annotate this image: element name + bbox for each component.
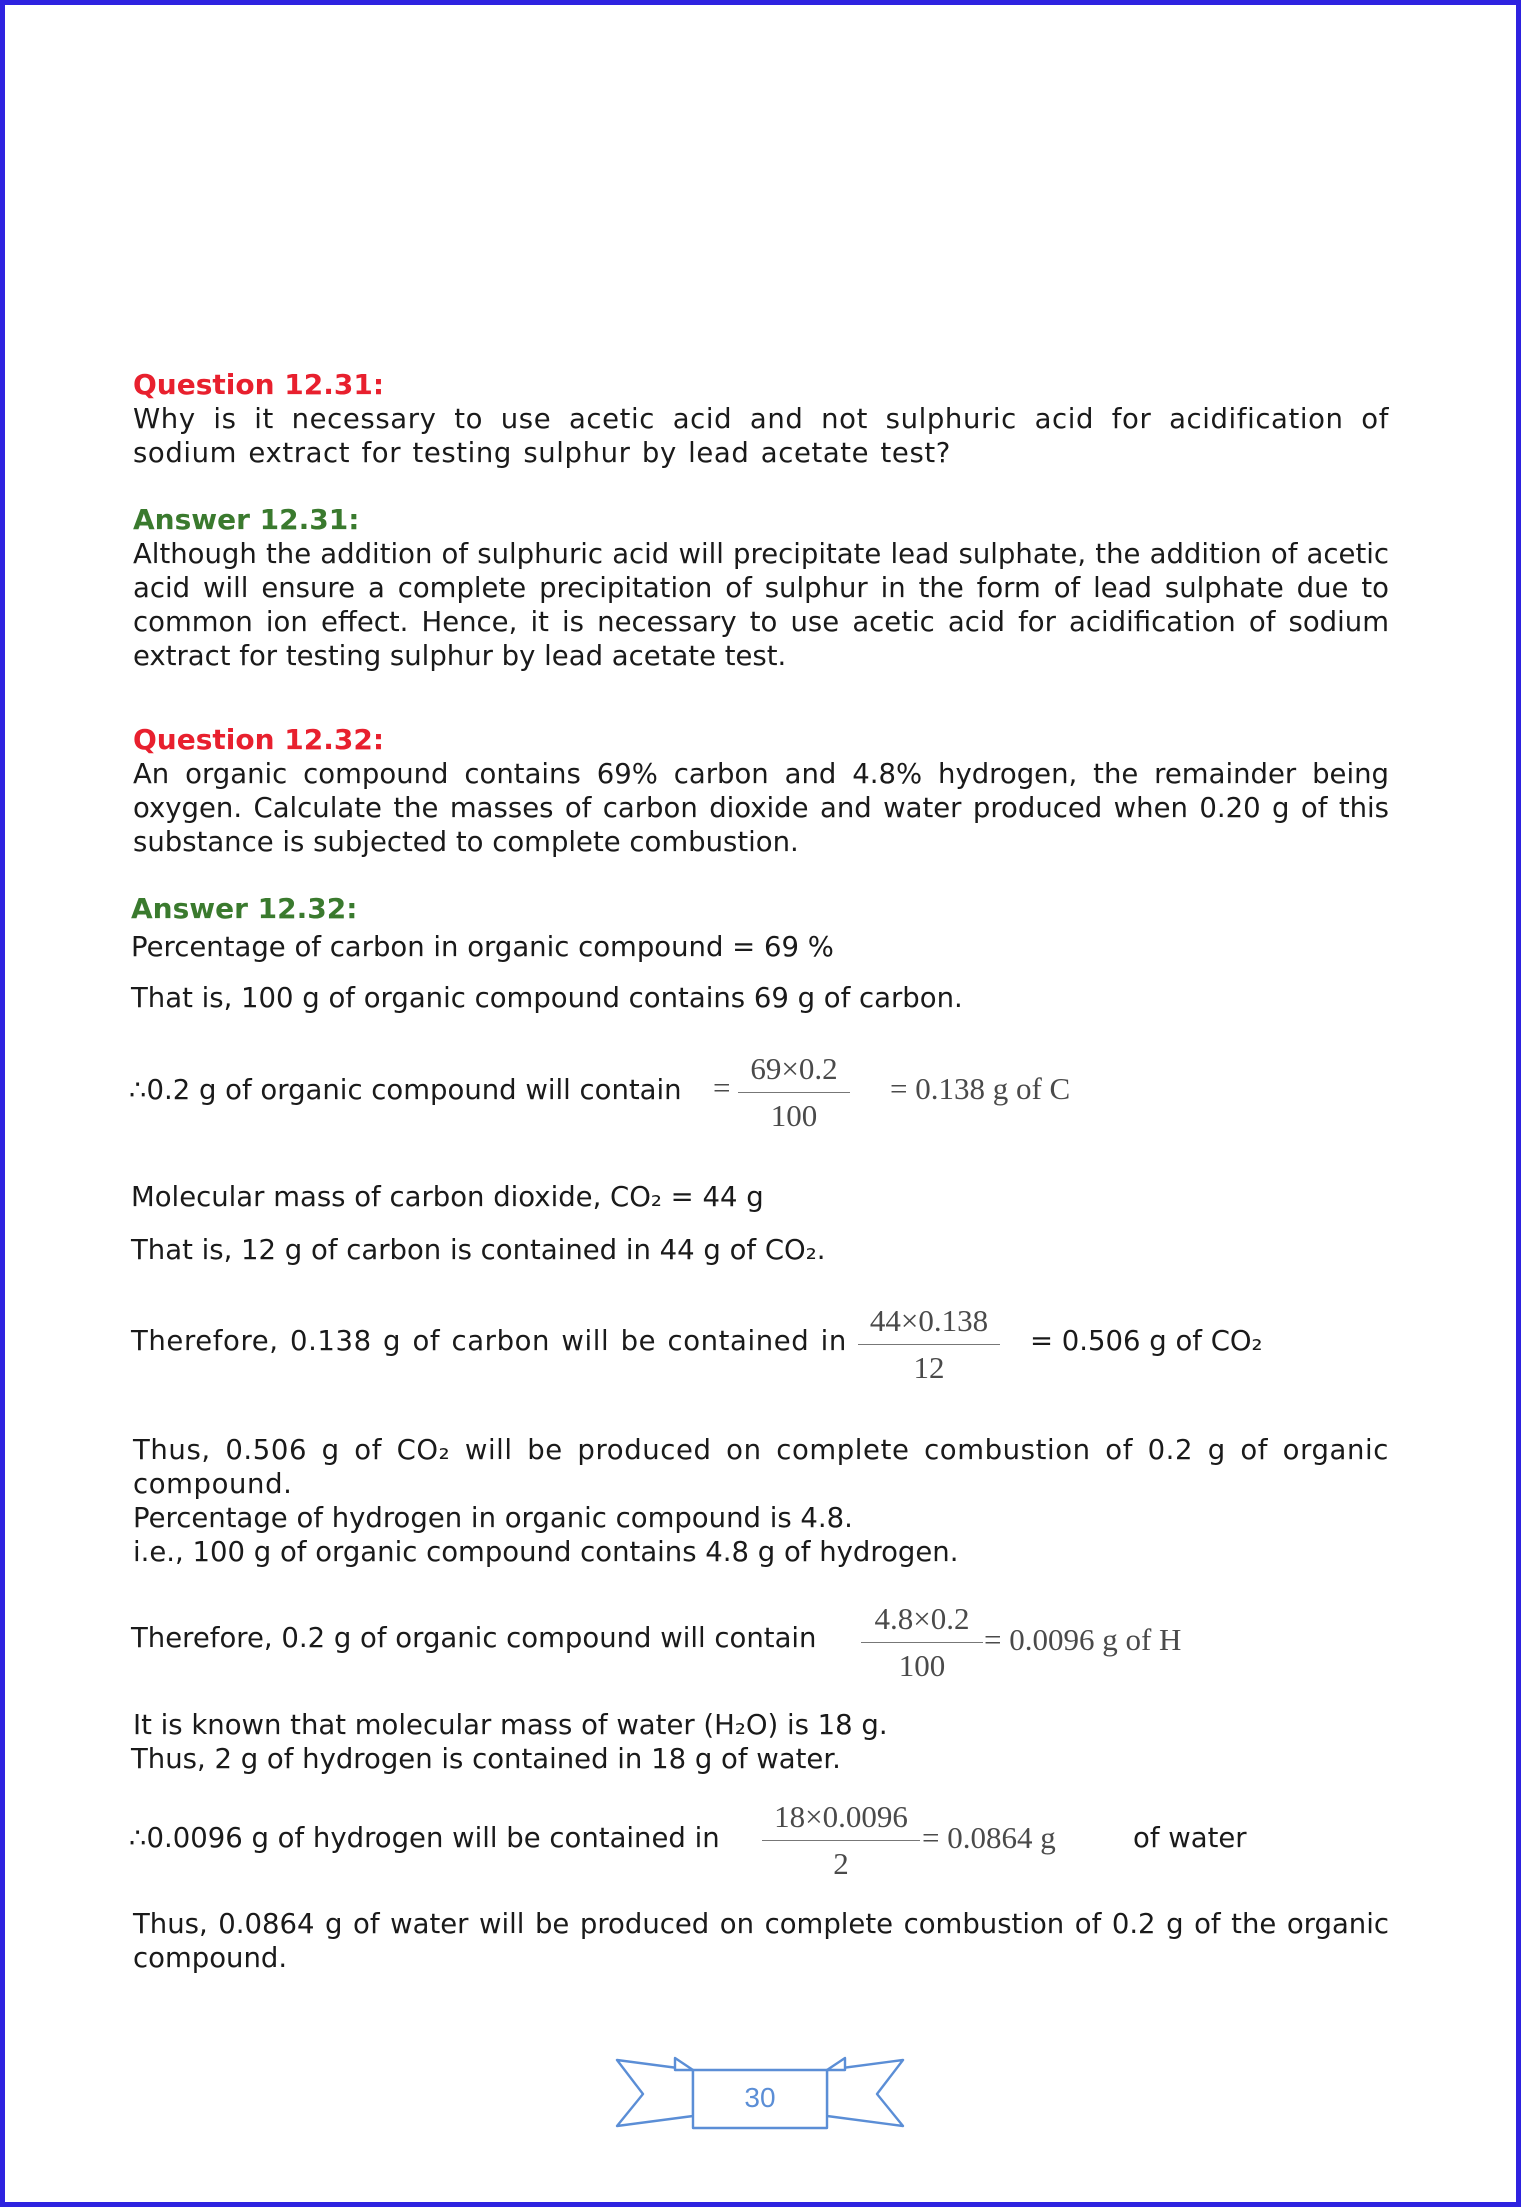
equation-4-fraction [762, 1798, 920, 1883]
equation-3-lead: Therefore, 0.2 g of organic compound will contain [131, 1622, 817, 1654]
equation-1-lead: ∴0.2 g of organic compound will contain [129, 1074, 682, 1106]
question-12-31-heading: Question 12.31: [133, 368, 385, 401]
equation-1-denominator: 100 [770, 1098, 818, 1133]
answer-12-31-text: Although the addition of sulphuric acid will precipitate lead sulphate, the addition of acetic acid will ensure a complete precipitation of sulphur in the form of lead sulphate due to common ion effect. Hence, it is necessary to use acetic acid for acidification of sodium extract for testing sulphur by lead acetate test. [133, 538, 1389, 672]
co2-molecular-mass-line: Molecular mass of carbon dioxide, CO₂ = 44 g [131, 1181, 764, 1213]
equation-1-numerator: 69×0.2 [750, 1051, 838, 1086]
equation-3-fraction [861, 1600, 983, 1685]
equation-1-fraction [738, 1050, 850, 1135]
question-12-32-heading: Question 12.32: [133, 723, 385, 756]
equation-4-denominator: 2 [833, 1846, 849, 1881]
carbon-mass-line: That is, 100 g of organic compound contains 69 g of carbon. [131, 982, 963, 1014]
equation-4-tail: of water [1133, 1822, 1247, 1854]
water-molecular-mass-line: It is known that molecular mass of water (H₂O) is 18 g. [133, 1709, 888, 1741]
fraction-bar [762, 1840, 920, 1841]
carbon-percentage-line: Percentage of carbon in organic compound = 69 % [131, 931, 834, 963]
equation-1-equals: = [713, 1070, 731, 1105]
answer-12-32-heading: Answer 12.32: [131, 892, 358, 925]
equation-2-denominator: 12 [913, 1350, 945, 1385]
carbon-in-co2-line: That is, 12 g of carbon is contained in 44 g of CO₂. [131, 1234, 826, 1266]
equation-2-fraction [858, 1302, 1000, 1387]
equation-2-numerator: 44×0.138 [869, 1303, 989, 1338]
fraction-bar [858, 1344, 1000, 1345]
equation-3-denominator: 100 [898, 1648, 946, 1683]
hydrogen-mass-line: i.e., 100 g of organic compound contains 4.8 g of hydrogen. [133, 1536, 959, 1568]
equation-4-lead: ∴0.0096 g of hydrogen will be contained in [129, 1822, 720, 1854]
equation-3-numerator: 4.8×0.2 [874, 1601, 970, 1636]
equation-1-result: = 0.138 g of C [890, 1071, 1071, 1106]
equation-2-result: = 0.506 g of CO₂ [1030, 1325, 1263, 1357]
answer-12-31-heading: Answer 12.31: [133, 503, 360, 536]
question-12-32-text: An organic compound contains 69% carbon and 4.8% hydrogen, the remainder being oxygen. Calculate the masses of carbon dioxide and water produced when 0.20 g of this substance is subjected to complete combustion. [133, 758, 1389, 858]
equation-4-numerator: 18×0.0096 [774, 1799, 908, 1834]
fraction-bar [861, 1642, 983, 1643]
page-number: 30 [744, 2082, 776, 2113]
fraction-bar [738, 1092, 850, 1093]
co2-conclusion-text: Thus, 0.506 g of CO₂ will be produced on complete combustion of 0.2 g of organic compound. [133, 1434, 1389, 1500]
hydrogen-in-water-line: Thus, 2 g of hydrogen is contained in 18 g of water. [131, 1743, 841, 1775]
water-conclusion-text: Thus, 0.0864 g of water will be produced on complete combustion of 0.2 g of the organic compound. [133, 1908, 1389, 1974]
question-12-31-text: Why is it necessary to use acetic acid and not sulphuric acid for acidification of sodium extract for testing sulphur by lead acetate test? [133, 403, 1389, 469]
equation-4-result: = 0.0864 g [922, 1820, 1056, 1855]
page-number-ribbon [615, 2054, 905, 2134]
equation-3-result: = 0.0096 g of H [984, 1622, 1182, 1657]
equation-2-lead: Therefore, 0.138 g of carbon will be contained in [131, 1325, 847, 1357]
hydrogen-percentage-line: Percentage of hydrogen in organic compound is 4.8. [133, 1502, 853, 1534]
